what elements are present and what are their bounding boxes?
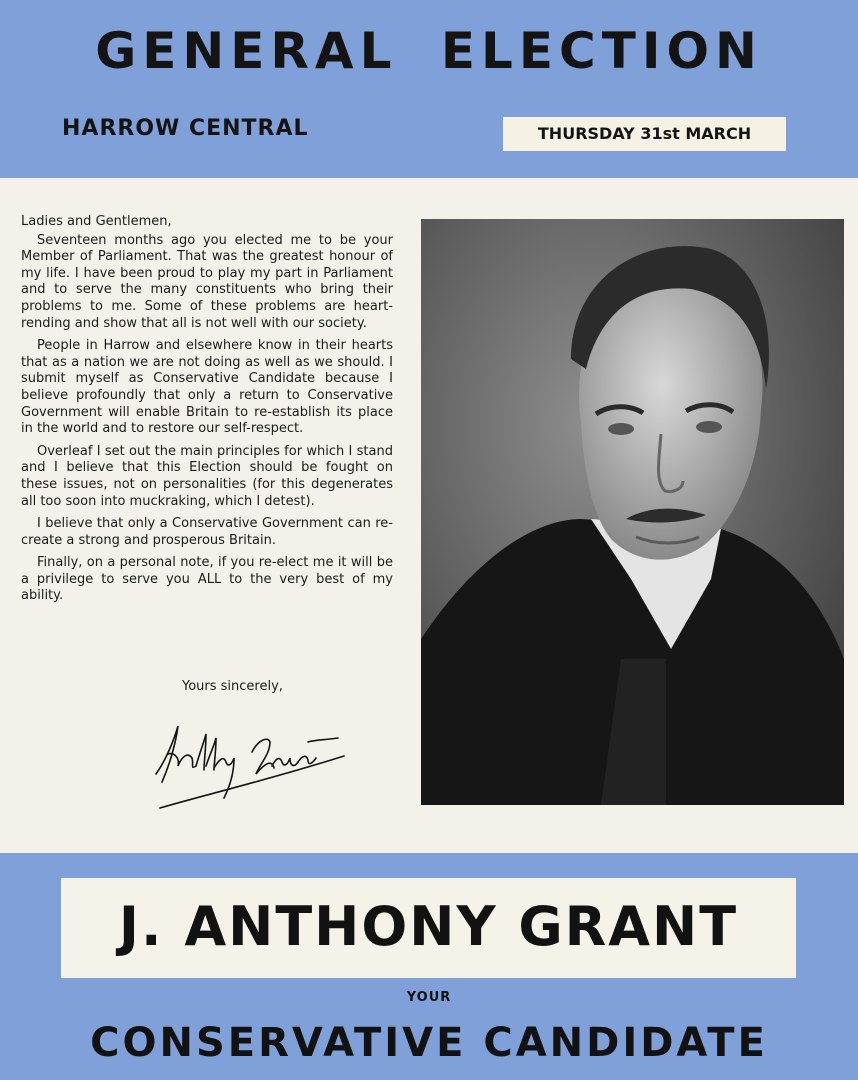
letter-body (21, 214, 393, 611)
your-label: YOUR (406, 990, 452, 1005)
candidate-portrait-image (421, 219, 844, 805)
election-date: THURSDAY 31st MARCH (537, 124, 752, 143)
letter-paragraph-3: Overleaf I set out the main principles for which I stand and I believe that this Election should be fought on these issues, not on personalities (for this degenerates all too soon into muckraking, which I detest). (21, 443, 393, 509)
election-date-box (503, 117, 786, 151)
candidate-role: CONSERVATIVE CANDIDATE (90, 1020, 768, 1066)
signature-image (148, 712, 348, 822)
letter-closing: Yours sincerely, (182, 679, 283, 694)
page-title: GENERAL ELECTION (95, 22, 763, 80)
letter-paragraph-5: Finally, on a personal note, if you re-elect me it will be a privilege to serve you ALL to the very best of my ability. (21, 555, 393, 604)
candidate-portrait (421, 219, 844, 805)
letter-paragraph-1: Seventeen months ago you elected me to be your Member of Parliament. That was the greatest honour of my life. I have been proud to play my part in Parliament and to serve the many constituents who bring their problems to me. Some of these problems are heart-rending and show that all is not well with our society. (21, 232, 393, 331)
candidate-name: J. ANTHONY GRANT (118, 895, 739, 958)
letter-paragraph-4: I believe that only a Conservative Government can re-create a strong and prosperous Britain. (21, 516, 393, 548)
constituency-label: HARROW CENTRAL (62, 116, 309, 141)
letter-salutation: Ladies and Gentlemen, (21, 214, 172, 229)
letter-paragraph-2: People in Harrow and elsewhere know in their hearts that as a nation we are not doing as well as we should. I submit myself as Conservative Candidate because I believe profoundly that only a return to Conservative Government will enable Britain to re-establish its place in the world and to restore our self-respect. (21, 338, 393, 437)
